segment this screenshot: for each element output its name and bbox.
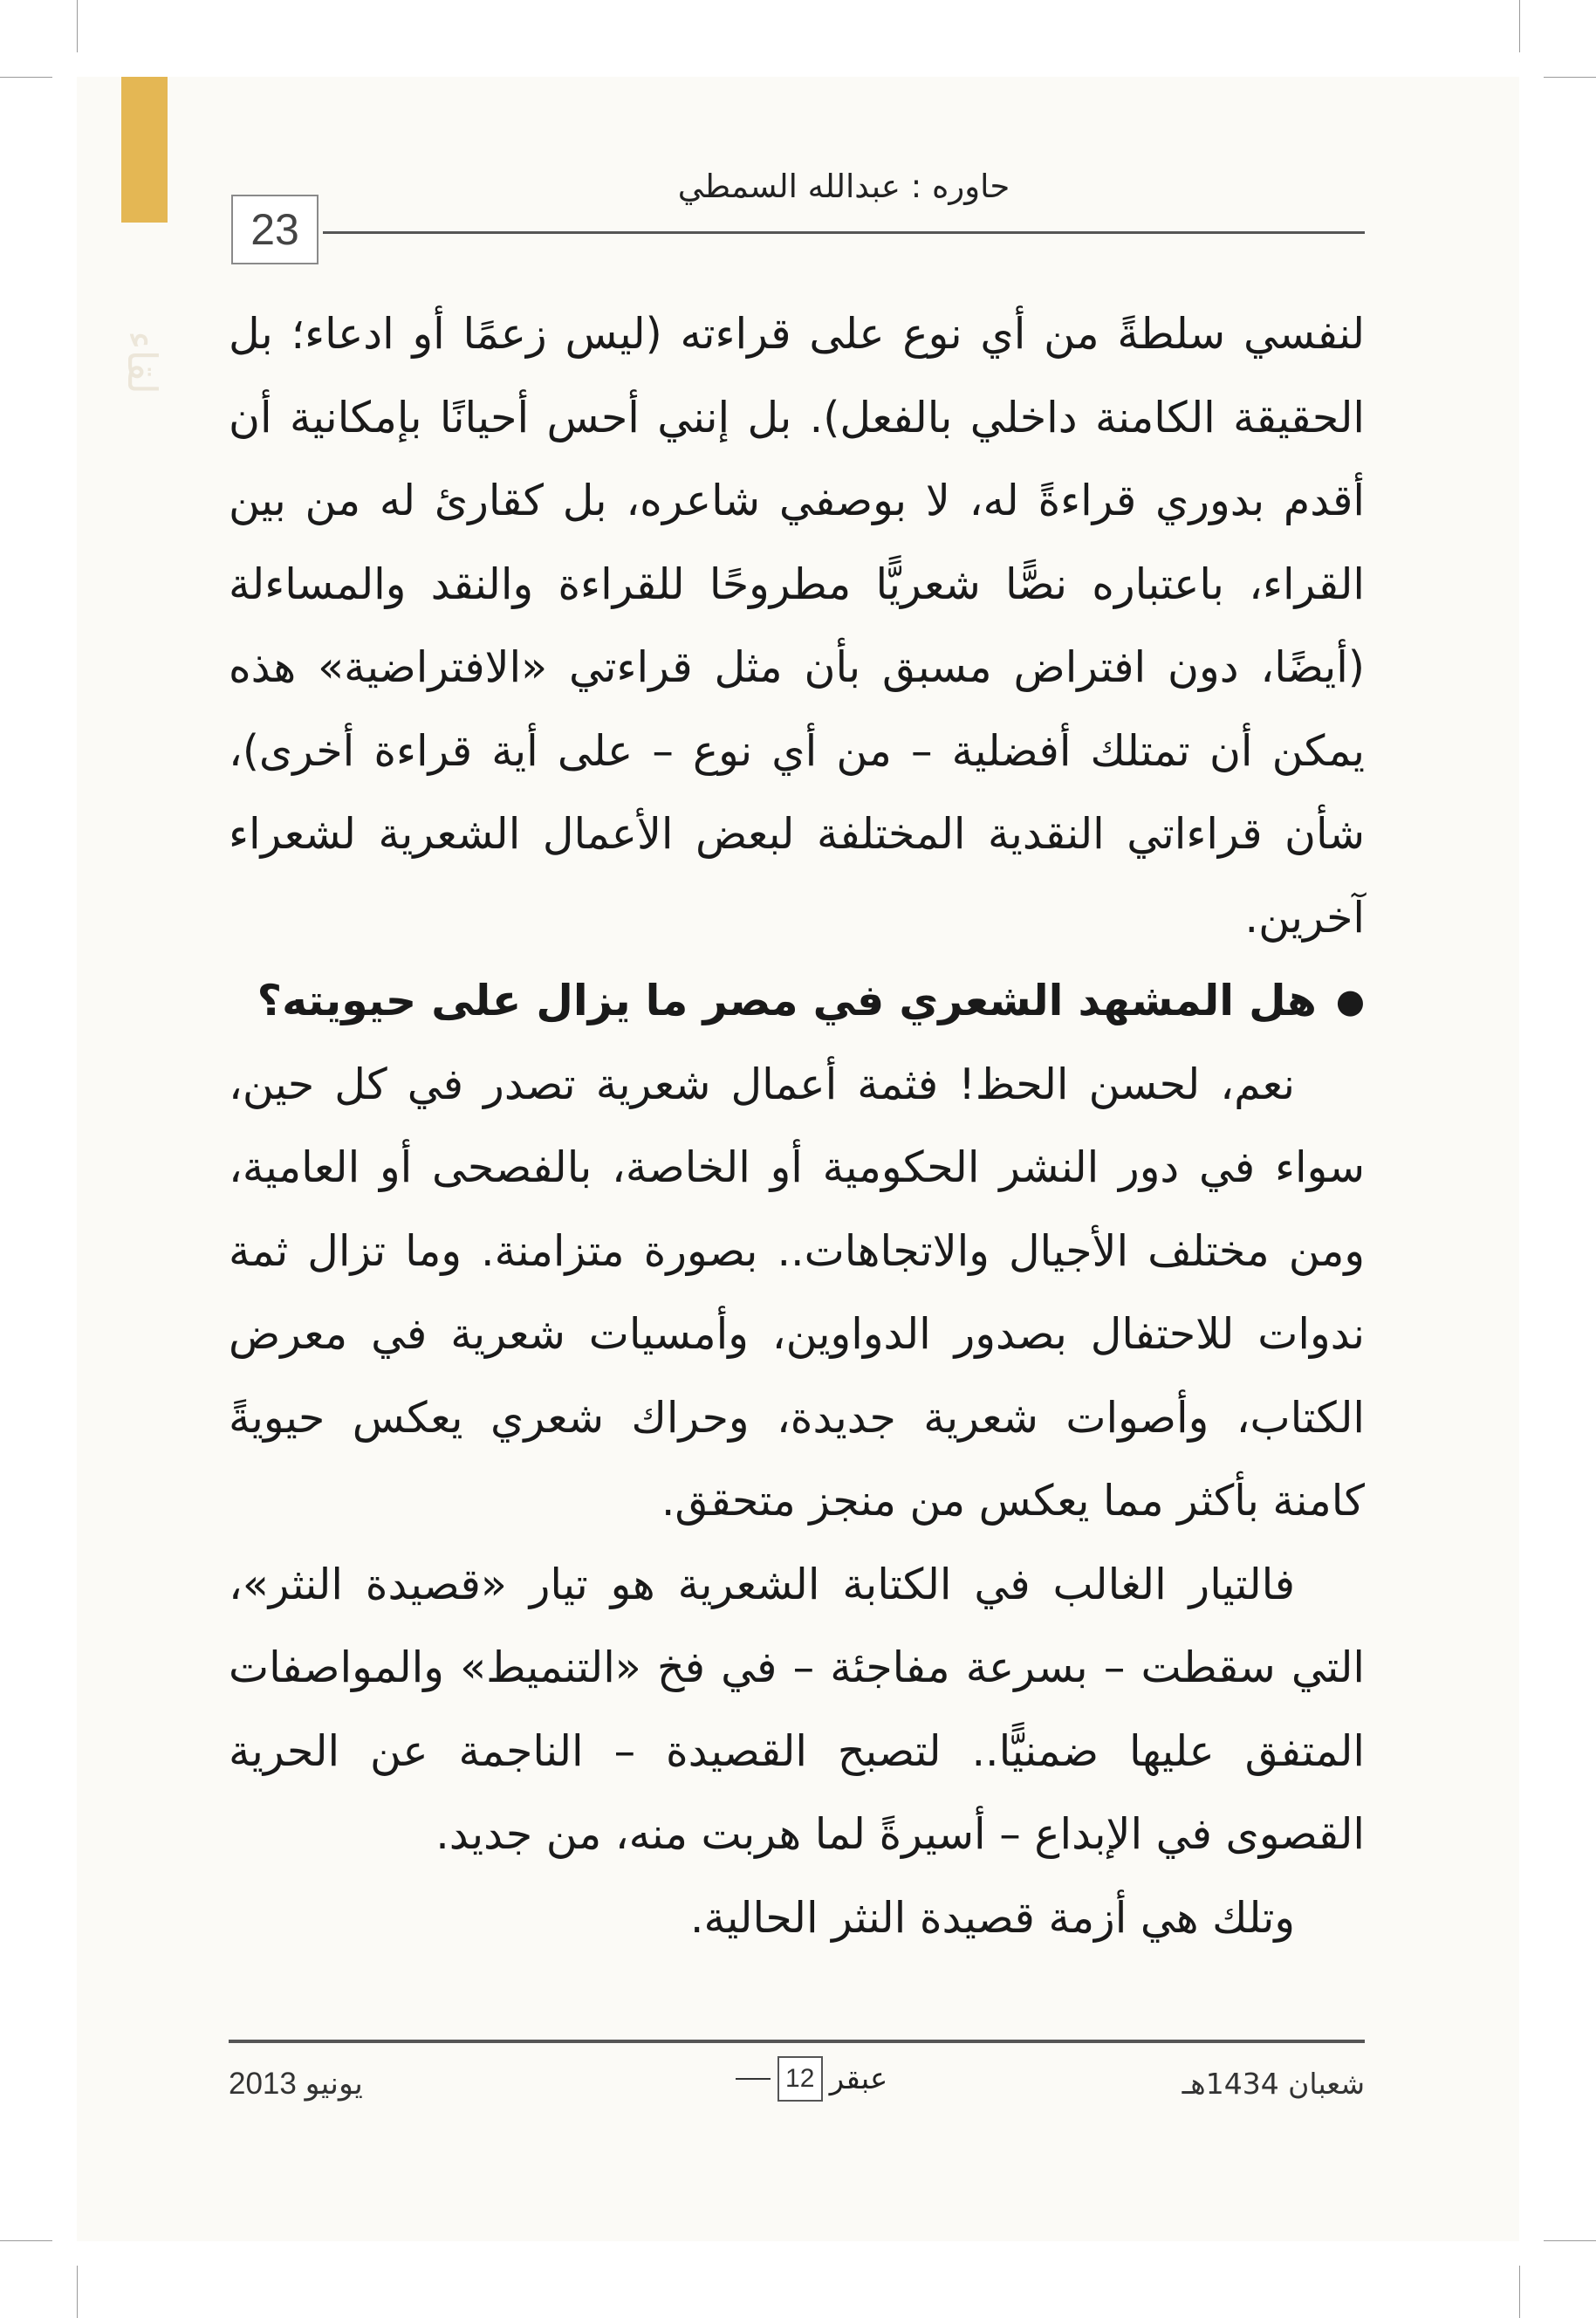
magazine-name: عبقر xyxy=(829,2061,888,2096)
bullet-icon: ● xyxy=(1335,981,1365,1020)
answer-paragraph: وتلك هي أزمة قصيدة النثر الحالية. xyxy=(689,1892,1295,1943)
answer-paragraph: نعم، لحسن الحظ! فثمة أعمال شعرية تصدر في كل حين، سواء في دور النشر الحكومية أو الخاصة، بالفصحى أو العامية، ومن مختلف الأجيال والاتجاهات.. بصورة متزامنة. وما تزال ثمة ندوات للاحتفال بصدور الدواوين، وأمسيات شعرية في معرض الكتاب، وأصوات شعرية جديدة، وحراك شعري يعكس حيويةً كامنة بأكثر مما يعكس من منجز متحقق. xyxy=(229,1059,1365,1526)
crop-mark xyxy=(0,77,52,78)
interview-question xyxy=(229,959,1365,1043)
crop-mark xyxy=(1544,77,1596,78)
hijri-date: شعبان 1434هـ xyxy=(1182,2067,1365,2101)
page-number: 23 xyxy=(231,195,319,264)
crop-mark xyxy=(1544,2240,1596,2241)
magazine-footer-mark xyxy=(711,2053,912,2105)
footer-rule xyxy=(229,2040,1365,2043)
gregorian-date: يونيو 2013 xyxy=(229,2067,363,2101)
crop-mark xyxy=(77,0,78,52)
magazine-page-number: 12 xyxy=(777,2056,823,2102)
crop-mark xyxy=(1519,0,1520,52)
crop-mark xyxy=(0,2240,52,2241)
header-rule xyxy=(323,231,1365,234)
footer-line xyxy=(736,2078,771,2080)
section-side-title: لقاء xyxy=(119,330,166,394)
paragraph: لنفسي سلطةً من أي نوع على قراءته (ليس زعمًا أو ادعاء؛ بل الحقيقة الكامنة داخلي بالفعل). بل إنني أحس أحيانًا بإمكانية أن أقدم بدوري قراءةً له، لا بوصفي شاعره، بل كقارئ له من بين القراء، باعتباره نصًّا شعريًّا مطروحًا للقراءة والنقد والمساءلة (أيضًا، دون افتراض مسبق بأن مثل قراءتي «الافتراضية» هذه يمكن أن تمتلك أفضلية – من أي نوع – على أية قراءة أخرى)، شأن قراءاتي النقدية المختلفة لبعض الأعمال الشعرية لشعراء آخرين. xyxy=(229,309,1365,943)
question-text: هل المشهد الشعري في مصر ما يزال على حيويته؟ xyxy=(257,976,1317,1025)
section-tab xyxy=(121,77,168,223)
interviewer-credit: حاوره : عبدالله السمطي xyxy=(677,168,1010,205)
crop-mark xyxy=(77,2266,78,2318)
article-body xyxy=(229,292,1365,1959)
answer-paragraph: فالتيار الغالب في الكتابة الشعرية هو تيار «قصيدة النثر»، التي سقطت – بسرعة مفاجئة – في فخ «التنميط» والمواصفات المتفق عليها ضمنيًّا.. لتصبح القصيدة – الناجمة عن الحرية القصوى في الإبداع – أسيرةً لما هربت منه، من جديد. xyxy=(229,1559,1365,1859)
crop-mark xyxy=(1519,2266,1520,2318)
